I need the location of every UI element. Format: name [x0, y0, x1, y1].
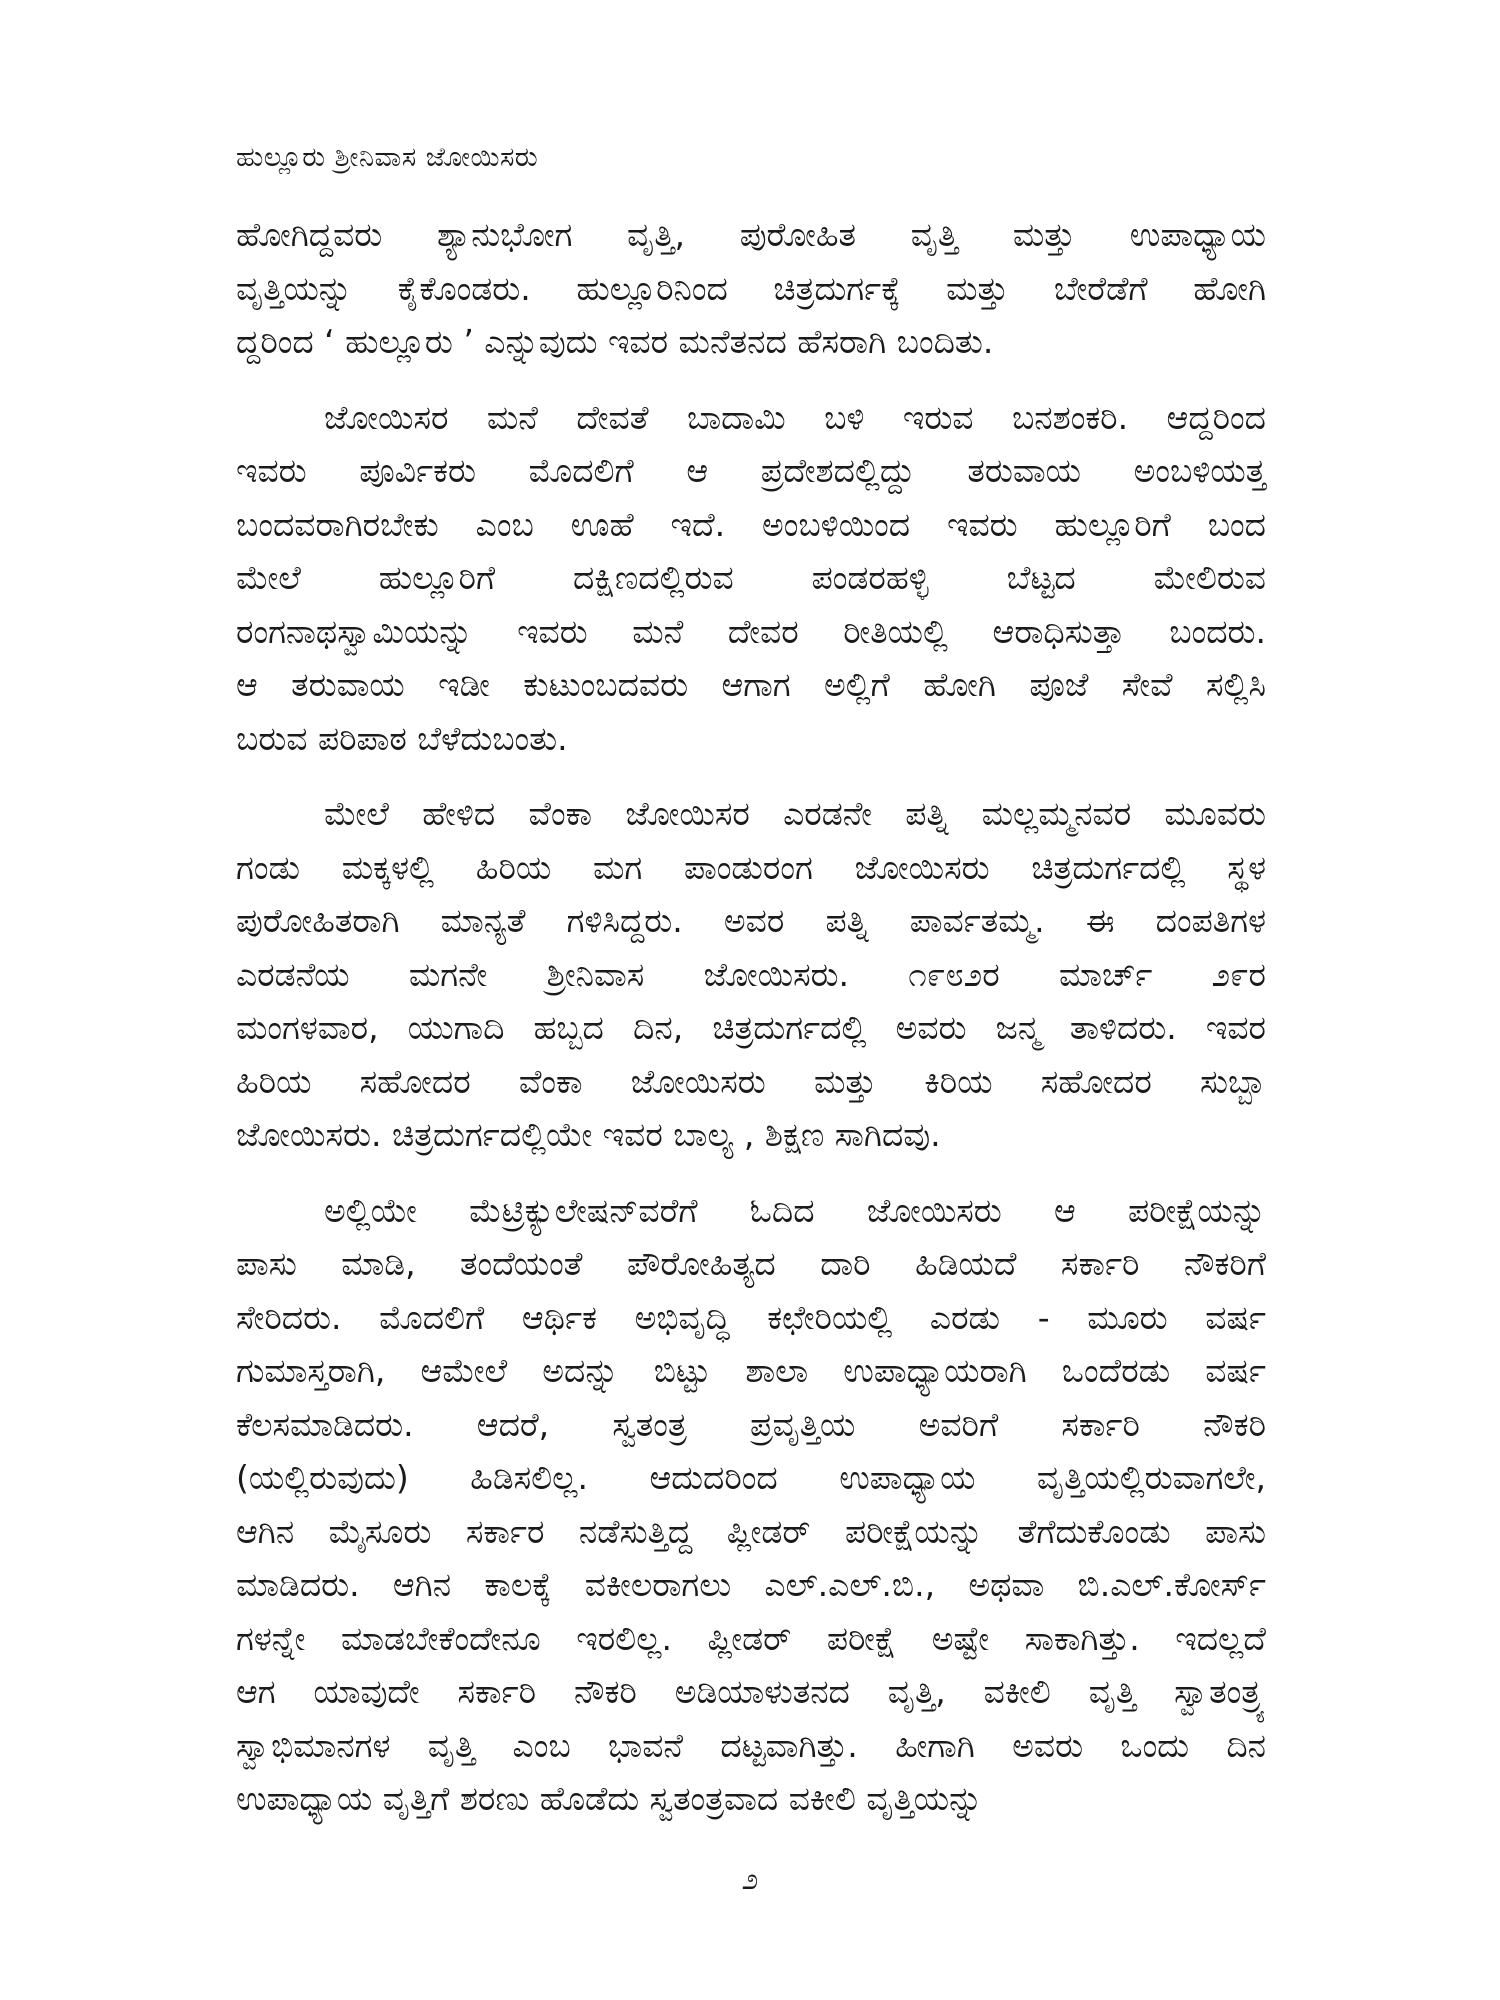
- text-line: ಎರಡನೆಯ ಮಗನೇ ಶ್ರೀನಿವಾಸ ಜೋಯಿಸರು. ೧೯೮೨ರ ಮಾರ್ಚ್ ೨೯ರ: [236, 954, 1266, 994]
- text-line: ಮೇಲೆ ಹೇಳಿದ ವೆಂಕಾ ಜೋಯಿಸರ ಎರಡನೇ ಪತ್ನಿ ಮಲ್ಲಮ್ಮನವರ ಮೂವರು: [324, 794, 1266, 833]
- text-line: ಮಾಡಿದರು. ಆಗಿನ ಕಾಲಕ್ಕೆ ವಕೀಲರಾಗಲು ಎಲ್.ಎಲ್.ಬಿ., ಅಥವಾ ಬಿ.ಎಲ್.ಕೋರ್ಸ್: [236, 1565, 1266, 1604]
- text-line: ಪುರೋಹಿತರಾಗಿ ಮಾನ್ಯತೆ ಗಳಿಸಿದ್ದರು. ಅವರ ಪತ್ನಿ ಪಾರ್ವತಮ್ಮ. ಈ ದಂಪತಿಗಳ: [236, 901, 1266, 940]
- text-line: ಗಂಡು ಮಕ್ಕಳಲ್ಲಿ ಹಿರಿಯ ಮಗ ಪಾಂಡುರಂಗ ಜೋಯಿಸರು ಚಿತ್ರದುರ್ಗದಲ್ಲಿ ಸ್ಥಳ: [236, 847, 1266, 887]
- text-line: ಹಿರಿಯ ಸಹೋದರ ವೆಂಕಾ ಜೋಯಿಸರು ಮತ್ತು ಕಿರಿಯ ಸಹೋದರ ಸುಬ್ಬಾ: [236, 1061, 1266, 1101]
- text-line: ಆ ತರುವಾಯ ಇಡೀ ಕುಟುಂಬದವರು ಆಗಾಗ ಅಲ್ಲಿಗೆ ಹೋಗಿ ಪೂಜೆ ಸೇವೆ ಸಲ್ಲಿಸಿ: [236, 665, 1266, 704]
- text-line: ಮಂಗಳವಾರ, ಯುಗಾದಿ ಹಬ್ಬದ ದಿನ, ಚಿತ್ರದುರ್ಗದಲ್ಲಿ ಅವರು ಜನ್ಮ ತಾಳಿದರು. ಇವರ: [236, 1008, 1266, 1047]
- paragraph: [236, 208, 1266, 369]
- text-line: ಆಗಿನ ಮೈಸೂರು ಸರ್ಕಾರ ನಡೆಸುತ್ತಿದ್ದ ಪ್ಲೀಡರ್ ಪರೀಕ್ಷೆಯನ್ನು ತೆಗೆದುಕೊಂಡು ಪಾಸು: [236, 1511, 1266, 1551]
- paragraph: [236, 391, 1266, 766]
- text-line: ಆಗ ಯಾವುದೇ ಸರ್ಕಾರಿ ನೌಕರಿ ಅಡಿಯಾಳುತನದ ವೃತ್ತಿ, ವಕೀಲಿ ವೃತ್ತಿ ಸ್ವಾತಂತ್ರ್ಯ: [236, 1672, 1266, 1711]
- body-text: [236, 208, 1266, 1848]
- text-line: ಪಾಸು ಮಾಡಿ, ತಂದೆಯಂತೆ ಪೌರೋಹಿತ್ಯದ ದಾರಿ ಹಿಡಿಯದೆ ಸರ್ಕಾರಿ ನೌಕರಿಗೆ: [236, 1244, 1266, 1283]
- text-line: ಜೋಯಿಸರು. ಚಿತ್ರದುರ್ಗದಲ್ಲಿಯೇ ಇವರ ಬಾಲ್ಯ , ಶಿಕ್ಷಣ ಸಾಗಿದವು.: [236, 1115, 941, 1154]
- text-line: ಮೇಲೆ ಹುಲ್ಲೂರಿಗೆ ದಕ್ಷಿಣದಲ್ಲಿರುವ ಪಂಡರಹಳ್ಳಿ ಬೆಟ್ಟದ ಮೇಲಿರುವ: [236, 558, 1266, 597]
- text-line: ಉಪಾಧ್ಯಾಯ ವೃತ್ತಿಗೆ ಶರಣು ಹೊಡೆದು ಸ್ವತಂತ್ರವಾದ ವಕೀಲಿ ವೃತ್ತಿಯನ್ನು: [236, 1779, 983, 1818]
- text-line: ಬರುವ ಪರಿಪಾಠ ಬೆಳೆದುಬಂತು.: [236, 718, 568, 758]
- text-line: ಹೋಗಿದ್ದವರು ಶ್ಯಾನುಭೋಗ ವೃತ್ತಿ, ಪುರೋಹಿತ ವೃತ್ತಿ ಮತ್ತು ಉಪಾಧ್ಯಾಯ: [236, 215, 1266, 254]
- text-line: ಜೋಯಿಸರ ಮನೆ ದೇವತೆ ಬಾದಾಮಿ ಬಳಿ ಇರುವ ಬನಶಂಕರಿ. ಆದ್ದರಿಂದ: [324, 397, 1266, 437]
- text-line: ದ್ದರಿಂದ ‘ ಹುಲ್ಲೂರು ’ ಎನ್ನುವುದು ಇವರ ಮನೆತನದ ಹೆಸರಾಗಿ ಬಂದಿತು.: [236, 322, 994, 361]
- text-line: ರಂಗನಾಥಸ್ವಾಮಿಯನ್ನು ಇವರು ಮನೆ ದೇವರ ರೀತಿಯಲ್ಲಿ ಆರಾಧಿಸುತ್ತಾ ಬಂದರು.: [236, 611, 1266, 651]
- text-line: ಬಂದವರಾಗಿರಬೇಕು ಎಂಬ ಊಹೆ ಇದೆ. ಅಂಬಳಿಯಿಂದ ಇವರು ಹುಲ್ಲೂರಿಗೆ ಬಂದ: [236, 504, 1266, 544]
- text-line: ವೃತ್ತಿಯನ್ನು ಕೈಕೊಂಡರು. ಹುಲ್ಲೂರಿನಿಂದ ಚಿತ್ರದುರ್ಗಕ್ಕೆ ಮತ್ತು ಬೇರೆಡೆಗೆ ಹೋಗಿ: [236, 268, 1266, 308]
- paragraph: [236, 787, 1266, 1162]
- text-line: ಅಲ್ಲಿಯೇ ಮೆಟ್ರಿಕ್ಯುಲೇಷನ್‌ವರೆಗೆ ಓದಿದ ಜೋಯಿಸರು ಆ ಪರೀಕ್ಷೆಯನ್ನು: [324, 1190, 1266, 1230]
- text-line: ಕೆಲಸಮಾಡಿದರು. ಆದರೆ, ಸ್ವತಂತ್ರ ಪ್ರವೃತ್ತಿಯ ಅವರಿಗೆ ಸರ್ಕಾರಿ ನೌಕರಿ: [236, 1404, 1266, 1444]
- paragraph: [236, 1184, 1266, 1826]
- text-line: ಗಳನ್ನೇ ಮಾಡಬೇಕೆಂದೇನೂ ಇರಲಿಲ್ಲ. ಪ್ಲೀಡರ್ ಪರೀಕ್ಷೆ ಅಷ್ಟೇ ಸಾಕಾಗಿತ್ತು. ಇದಲ್ಲದೆ: [236, 1618, 1266, 1658]
- text-line: ಗುಮಾಸ್ತರಾಗಿ, ಆಮೇಲೆ ಅದನ್ನು ಬಿಟ್ಟು ಶಾಲಾ ಉಪಾಧ್ಯಾಯರಾಗಿ ಒಂದೆರಡು ವರ್ಷ: [236, 1351, 1266, 1390]
- running-header: ಹುಲ್ಲೂರು ಶ್ರೀನಿವಾಸ ಜೋಯಿಸರು: [236, 142, 539, 173]
- text-line: (ಯಲ್ಲಿರುವುದು) ಹಿಡಿಸಲಿಲ್ಲ. ಆದುದರಿಂದ ಉಪಾಧ್ಯಾಯ ವೃತ್ತಿಯಲ್ಲಿರುವಾಗಲೇ,: [236, 1458, 1266, 1497]
- page-number: ೨: [741, 1862, 759, 1897]
- text-line: ಸ್ವಾಭಿಮಾನಗಳ ವೃತ್ತಿ ಎಂಬ ಭಾವನೆ ದಟ್ಟವಾಗಿತ್ತು. ಹೀಗಾಗಿ ಅವರು ಒಂದು ದಿನ: [236, 1725, 1266, 1765]
- text-line: ಸೇರಿದರು. ಮೊದಲಿಗೆ ಆರ್ಥಿಕ ಅಭಿವೃದ್ಧಿ ಕಛೇರಿಯಲ್ಲಿ ಎರಡು - ಮೂರು ವರ್ಷ: [236, 1297, 1266, 1337]
- text-line: ಇವರು ಪೂರ್ವಿಕರು ಮೊದಲಿಗೆ ಆ ಪ್ರದೇಶದಲ್ಲಿದ್ದು ತರುವಾಯ ಅಂಬಳಿಯತ್ತ: [236, 451, 1266, 490]
